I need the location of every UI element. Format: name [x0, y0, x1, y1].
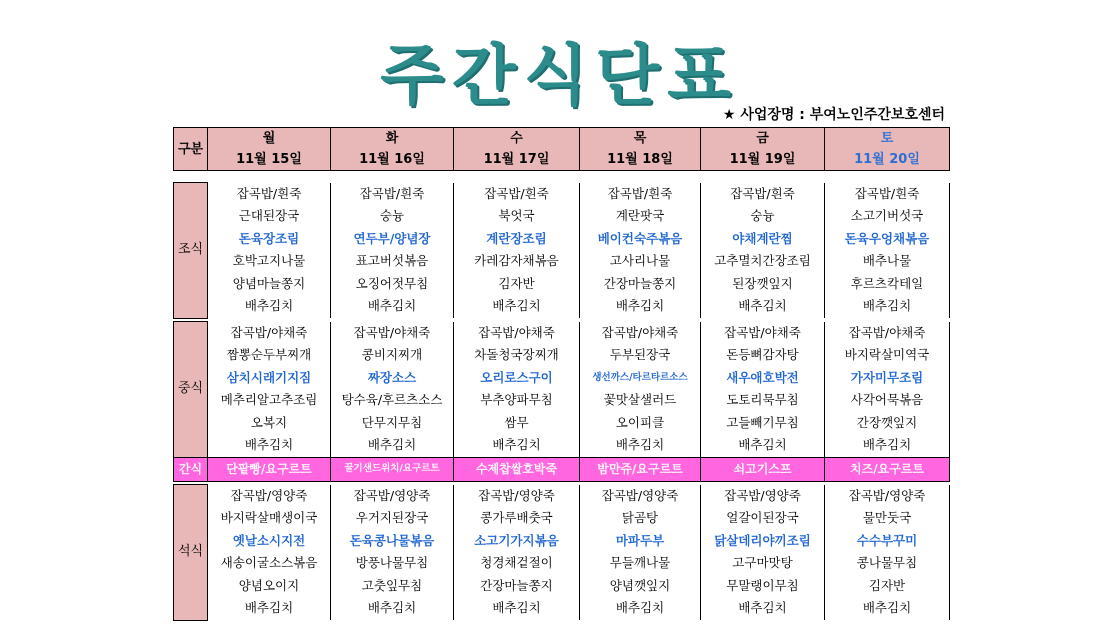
- menu-item: 사각어묵볶음: [850, 392, 924, 408]
- menu-item: 두부된장국: [609, 347, 671, 363]
- menu-item-main: 야채계란찜: [732, 230, 793, 246]
- breakfast-day-thu: [580, 183, 701, 319]
- menu-item: 호박고지나물: [232, 253, 306, 269]
- menu-item: 쌈무: [504, 414, 529, 430]
- menu-item: 잡곡밥/영양죽: [848, 487, 926, 503]
- menu-item: 무들깨나물: [609, 555, 671, 571]
- menu-item: 바지락살미역국: [844, 347, 930, 363]
- breakfast-day-mon: [208, 183, 331, 319]
- menu-item: 청경채겉절이: [480, 555, 553, 571]
- menu-item: 고사리나물: [609, 253, 671, 269]
- menu-item: 계란팟국: [615, 208, 665, 224]
- lunch-table: [173, 321, 950, 482]
- day-header-mon: 월 11월 15일: [208, 128, 331, 171]
- menu-item: 콩비지찌개: [361, 347, 423, 363]
- snack-item: 치즈/요구르트: [825, 458, 950, 482]
- menu-item: 양념깻잎지: [609, 577, 671, 593]
- menu-item: 콩가루배춧국: [480, 510, 553, 526]
- dinner-day-fri: [701, 485, 825, 621]
- snack-item: 수제찹쌀호박죽: [454, 458, 580, 482]
- menu-item: 배추김치: [862, 437, 912, 453]
- breakfast-day-fri: [701, 183, 825, 319]
- menu-item: 배추김치: [615, 437, 665, 453]
- menu-item: 배추김치: [367, 600, 417, 616]
- menu-item: 배추김치: [738, 298, 787, 314]
- menu-item: 잡곡밥/흰죽: [236, 185, 302, 201]
- menu-item: 잡곡밥/흰죽: [854, 185, 920, 201]
- menu-item: 오징어젓무침: [355, 275, 429, 291]
- snack-item: 꿀기샌드위치/요구르트: [331, 458, 454, 482]
- menu-item: 후르츠칵테일: [850, 275, 924, 291]
- menu-item: 고들빼기무침: [726, 414, 799, 430]
- menu-item-main: 계란장조림: [486, 230, 547, 246]
- menu-item: 고구마맛탕: [732, 555, 793, 571]
- menu-item: 간장깻잎지: [856, 414, 918, 430]
- snack-item: 밤만쥬/요구르트: [580, 458, 701, 482]
- menu-item: 잡곡밥/흰죽: [607, 185, 673, 201]
- menu-item: 배추김치: [492, 600, 541, 616]
- menu-item: 잡곡밥/영양죽: [601, 487, 679, 503]
- dinner-day-thu: [580, 485, 701, 621]
- menu-item: 숭늉: [750, 208, 775, 224]
- day-header-tue: 화 11월 16일: [331, 128, 454, 171]
- menu-item-main: 오리로스구이: [480, 369, 553, 385]
- menu-item: 잡곡밥/흰죽: [359, 185, 425, 201]
- menu-item: 도토리묵무침: [726, 392, 799, 408]
- menu-item: 배추김치: [244, 600, 294, 616]
- menu-item: 배추김치: [738, 600, 787, 616]
- lunch-day-tue: [331, 322, 454, 458]
- page-title: 주간식단표: [380, 37, 739, 114]
- menu-item: 부추양파무침: [480, 392, 553, 408]
- menu-item: 잡곡밥/야채죽: [724, 324, 801, 340]
- organization-name: ★ 사업장명 : 부여노인주간보호센터: [722, 107, 945, 123]
- menu-item: 잡곡밥/영양죽: [353, 487, 431, 503]
- menu-item: 잡곡밥/야채죽: [848, 324, 926, 340]
- dinner-day-mon: [208, 485, 331, 621]
- menu-item: 숭늉: [379, 208, 405, 224]
- lunch-day-mon: [208, 322, 331, 458]
- menu-item: 잡곡밥/야채죽: [230, 324, 308, 340]
- menu-item: 배추김치: [492, 437, 541, 453]
- menu-item: 단무지무침: [361, 414, 423, 430]
- dinner-day-sat: [825, 485, 950, 621]
- menu-item: 잡곡밥/흰죽: [484, 185, 549, 201]
- snack-item: 단팥빵/요구르트: [208, 458, 331, 482]
- menu-item: 북엇국: [498, 208, 535, 224]
- menu-item-main: 짜장소스: [367, 369, 417, 385]
- menu-item: 간장마늘쫑지: [603, 275, 677, 291]
- menu-item-main: 새우애호박전: [726, 369, 799, 385]
- menu-item: 근대된장국: [238, 208, 300, 224]
- menu-item: 배추김치: [615, 298, 665, 314]
- header-table: [173, 127, 950, 171]
- menu-item: 잡곡밥/영양죽: [478, 487, 555, 503]
- menu-item: 닭곰탕: [621, 510, 659, 526]
- menu-item: 소고기버섯국: [850, 208, 924, 224]
- menu-item: 차돌청국장찌개: [474, 347, 559, 363]
- menu-item: 양념마늘쫑지: [232, 275, 306, 291]
- menu-item: 배추김치: [367, 437, 417, 453]
- breakfast-label: 조식: [174, 183, 208, 319]
- menu-item: 물만둣국: [862, 510, 912, 526]
- menu-item: 잡곡밥/야채죽: [601, 324, 679, 340]
- menu-item: 우거지된장국: [355, 510, 429, 526]
- menu-item-main: 생선까스/타르타르소스: [592, 371, 688, 383]
- menu-item-main: 가자미무조림: [850, 369, 924, 385]
- lunch-label: 중식: [174, 322, 208, 458]
- menu-item: 양념오이지: [238, 577, 300, 593]
- menu-item: 잡곡밥/흰죽: [730, 185, 795, 201]
- menu-item: 오이피클: [615, 414, 665, 430]
- breakfast-table: [173, 182, 950, 319]
- menu-item-main: 베이컨숙주볶음: [597, 230, 683, 246]
- menu-item-main: 소고기가지볶음: [474, 532, 559, 548]
- dinner-day-wed: [454, 485, 580, 621]
- menu-item: 메추리알고추조림: [220, 392, 318, 408]
- lunch-day-sat: [825, 322, 950, 458]
- menu-item: 잡곡밥/영양죽: [230, 487, 308, 503]
- menu-item: 배추김치: [862, 600, 912, 616]
- menu-item-main: 돈육장조림: [238, 230, 300, 246]
- menu-item-main: 연두부/양념장: [353, 230, 431, 246]
- menu-item: 콩나물무침: [856, 555, 918, 571]
- menu-item: 배추김치: [367, 298, 417, 314]
- menu-item: 배추김치: [244, 437, 294, 453]
- menu-item: 잡곡밥/영양죽: [724, 487, 801, 503]
- menu-item: 간장마늘쫑지: [480, 577, 553, 593]
- menu-item: 배추김치: [492, 298, 541, 314]
- menu-item: 된장깻잎지: [732, 275, 793, 291]
- menu-item: 배추김치: [615, 600, 665, 616]
- menu-item: 돈등뼈감자탕: [726, 347, 799, 363]
- menu-item-main: 수수부꾸미: [856, 532, 918, 548]
- lunch-day-wed: [454, 322, 580, 458]
- dinner-label: 석식: [174, 485, 208, 621]
- menu-item: 오복지: [250, 414, 288, 430]
- menu-item: 무말랭이무침: [726, 577, 799, 593]
- menu-item: 꽃맛살샐러드: [603, 392, 677, 408]
- menu-item: 새송이굴소스볶음: [220, 555, 318, 571]
- menu-item: 고추멸치간장조림: [714, 253, 811, 269]
- day-header-wed: 수 11월 17일: [454, 128, 580, 171]
- menu-item-main: 돈육우엉채볶음: [844, 230, 930, 246]
- menu-item: 탕수육/후르츠소스: [341, 392, 443, 408]
- menu-item: 배추김치: [862, 298, 912, 314]
- snack-item: 쇠고기스프: [701, 458, 825, 482]
- category-label: 구분: [174, 128, 208, 171]
- snack-row: [174, 458, 950, 482]
- menu-item: 짬뽕순두부찌개: [226, 347, 312, 363]
- menu-item-main: 삼치시래기지짐: [226, 369, 312, 385]
- lunch-day-thu: [580, 322, 701, 458]
- menu-item: 표고버섯볶음: [355, 253, 429, 269]
- menu-item: 고춧잎무침: [361, 577, 423, 593]
- breakfast-day-wed: [454, 183, 580, 319]
- dinner-day-tue: [331, 485, 454, 621]
- menu-item-main: 돈육콩나물볶음: [349, 532, 435, 548]
- breakfast-day-tue: [331, 183, 454, 319]
- day-header-fri: 금 11월 19일: [701, 128, 825, 171]
- menu-item: 방풍나물무침: [355, 555, 429, 571]
- menu-item: 김자반: [498, 275, 535, 291]
- day-header-thu: 목 11월 18일: [580, 128, 701, 171]
- menu-item: 잡곡밥/야채죽: [353, 324, 431, 340]
- menu-item: 김자반: [868, 577, 906, 593]
- menu-item: 얼갈이된장국: [726, 510, 799, 526]
- menu-item: 배추김치: [738, 437, 787, 453]
- menu-item-main: 옛날소시지전: [232, 532, 306, 548]
- menu-item-main: 마파두부: [615, 532, 665, 548]
- dinner-table: [173, 484, 950, 621]
- menu-item: 바지락살매생이국: [220, 510, 318, 526]
- breakfast-day-sat: [825, 183, 950, 319]
- menu-item: 배추나물: [862, 253, 912, 269]
- menu-item: 배추김치: [244, 298, 294, 314]
- day-header-sat: 토 11월 20일: [825, 128, 950, 171]
- snack-label: 간식: [174, 458, 208, 482]
- menu-item: 잡곡밥/야채죽: [478, 324, 555, 340]
- menu-item: 카레감자채볶음: [474, 253, 559, 269]
- menu-item-main: 닭살데리야끼조림: [714, 532, 811, 548]
- lunch-day-fri: [701, 322, 825, 458]
